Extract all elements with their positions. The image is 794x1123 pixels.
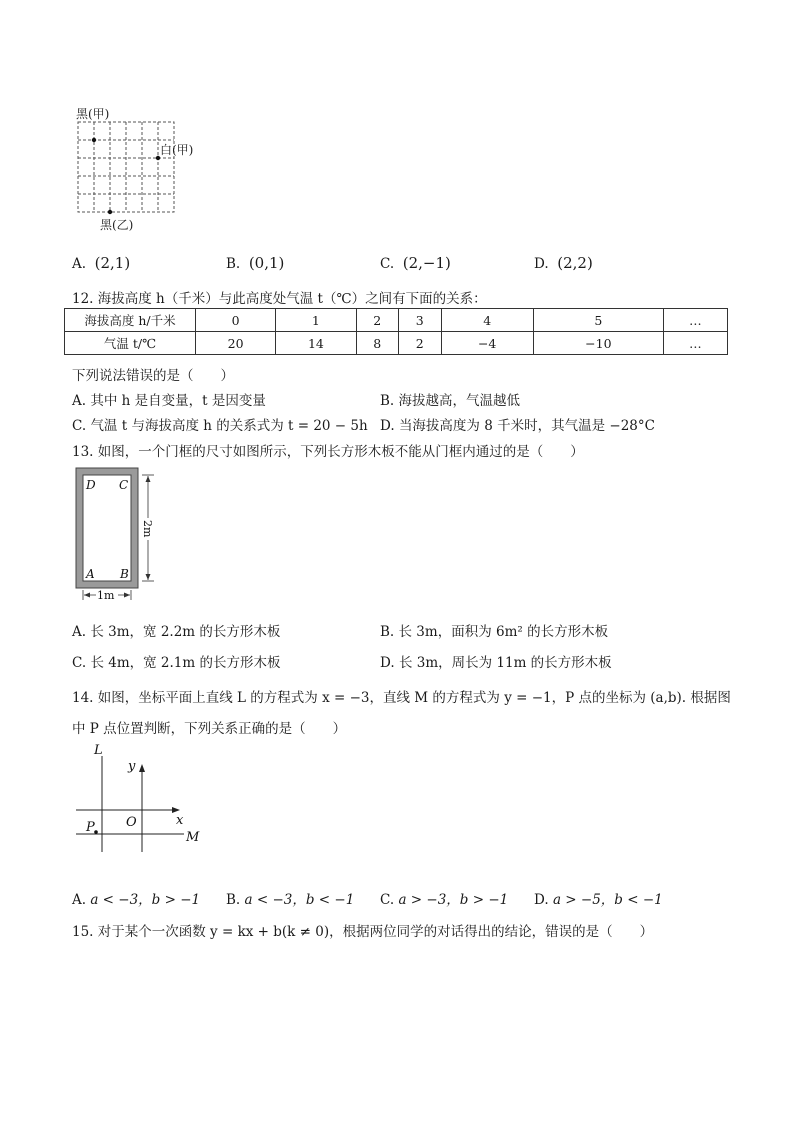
table-cell: 5 [533, 309, 663, 332]
option-text: 气温 t 与海拔高度 h 的关系式为 t = 20 − 5h [90, 418, 368, 434]
option-letter: D. [534, 892, 549, 908]
option-text: a < −3，b > −1 [90, 892, 201, 908]
option-text: 长 3m，面积为 6m² 的长方形木板 [398, 624, 609, 640]
table-cell: … [663, 332, 727, 355]
q11-option-d[interactable] [534, 254, 593, 272]
q14-option-c[interactable] [380, 888, 508, 908]
option-text: 长 3m，周长为 11m 的长方形木板 [398, 655, 612, 671]
q14-coordinate-figure [72, 742, 212, 854]
option-text: a > −5，b < −1 [552, 892, 663, 908]
option-letter: C. [380, 892, 395, 908]
table-cell: 2 [356, 309, 399, 332]
option-letter: B. [380, 624, 395, 640]
option-letter: A. [72, 393, 87, 409]
q11-option-a[interactable] [72, 254, 130, 272]
q13-option-c[interactable] [72, 651, 280, 671]
q14-option-a[interactable] [72, 888, 200, 908]
label-D: D [86, 478, 96, 492]
label-x: x [176, 813, 184, 828]
label-B: B [120, 567, 129, 581]
label-P: P [86, 820, 95, 835]
q13-option-b[interactable] [380, 620, 608, 640]
option-text: a < −3，b < −1 [244, 892, 355, 908]
q12-table [64, 308, 728, 355]
option-letter: A. [72, 256, 87, 272]
option-text: (2,2) [557, 254, 593, 272]
q13-stem: 13. 如图，一个门框的尺寸如图所示，下列长方形木板不能从门框内通过的是（ ） [72, 444, 584, 460]
option-letter: B. [380, 393, 395, 409]
label-black-a: 黑(甲) [76, 107, 110, 121]
label-L: L [94, 743, 103, 758]
option-letter: B. [226, 892, 241, 908]
option-text: (2,1) [94, 254, 131, 272]
label-M: M [186, 830, 200, 845]
option-letter: A. [72, 892, 87, 908]
option-letter: C. [72, 655, 87, 671]
q11-grid-figure [72, 104, 222, 234]
q14-stem-line2: 中 P 点位置判断，下列关系正确的是（ ） [72, 721, 347, 737]
option-letter: D. [534, 256, 549, 272]
q14-option-b[interactable] [226, 888, 354, 908]
option-letter: D. [380, 418, 395, 434]
option-text: 海拔越高，气温越低 [398, 393, 521, 409]
table-cell: −10 [533, 332, 663, 355]
table-cell: 2 [399, 332, 442, 355]
q12-prompt: 下列说法错误的是（ ） [72, 368, 234, 384]
option-letter: C. [72, 418, 87, 434]
option-text: 长 3m，宽 2.2m 的长方形木板 [90, 624, 281, 640]
option-text: (0,1) [248, 254, 285, 272]
q12-option-d[interactable] [380, 414, 655, 434]
q12-option-a[interactable] [72, 389, 266, 409]
label-O: O [126, 815, 137, 830]
label-black-b: 黑(乙) [100, 218, 134, 232]
q11-option-b[interactable] [226, 254, 284, 272]
black-stone-a [92, 138, 96, 142]
width-label: 1m [97, 589, 115, 602]
q12-option-b[interactable] [380, 389, 520, 409]
table-row-header: 气温 t/℃ [65, 332, 196, 355]
q13-door-frame-figure [70, 464, 170, 604]
q14-stem-line1: 14. 如图，坐标平面上直线 L 的方程式为 x = −3，直线 M 的方程式为 y = −1，P 点的坐标为 (a,b). 根据图 [72, 690, 731, 706]
label-A: A [86, 567, 95, 581]
q11-option-c[interactable] [380, 254, 451, 272]
table-cell: 3 [399, 309, 442, 332]
option-letter: C. [380, 256, 395, 272]
option-letter: D. [380, 655, 395, 671]
black-stone-b [108, 210, 112, 214]
height-label: 2m [141, 520, 154, 538]
option-text: 长 4m，宽 2.1m 的长方形木板 [90, 655, 281, 671]
q14-option-d[interactable] [534, 888, 663, 908]
q12-option-c[interactable] [72, 414, 368, 434]
table-row [65, 332, 728, 355]
label-y: y [128, 759, 136, 774]
table-cell: 20 [196, 332, 276, 355]
option-letter: A. [72, 624, 87, 640]
q12-stem: 12. 海拔高度 h（千米）与此高度处气温 t（℃）之间有下面的关系： [72, 291, 487, 307]
table-cell: … [663, 309, 727, 332]
table-cell: 0 [196, 309, 276, 332]
option-letter: B. [226, 256, 241, 272]
q13-option-d[interactable] [380, 651, 612, 671]
option-text: 其中 h 是自变量，t 是因变量 [90, 393, 266, 409]
table-cell: 8 [356, 332, 399, 355]
table-row-header: 海拔高度 h/千米 [65, 309, 196, 332]
option-text: (2,−1) [402, 254, 451, 272]
table-cell: 14 [276, 332, 356, 355]
label-white-a: 白(甲) [160, 143, 194, 157]
table-cell: 4 [441, 309, 533, 332]
q13-option-a[interactable] [72, 620, 280, 640]
label-C: C [119, 478, 129, 492]
q15-stem: 15. 对于某个一次函数 y = kx + b(k ≠ 0)，根据两位同学的对话得出的结论，错误的是（ ） [72, 924, 654, 940]
option-text: 当海拔高度为 8 千米时，其气温是 −28°C [398, 418, 655, 434]
option-text: a > −3，b > −1 [398, 892, 509, 908]
table-cell: −4 [441, 332, 533, 355]
table-row [65, 309, 728, 332]
table-cell: 1 [276, 309, 356, 332]
